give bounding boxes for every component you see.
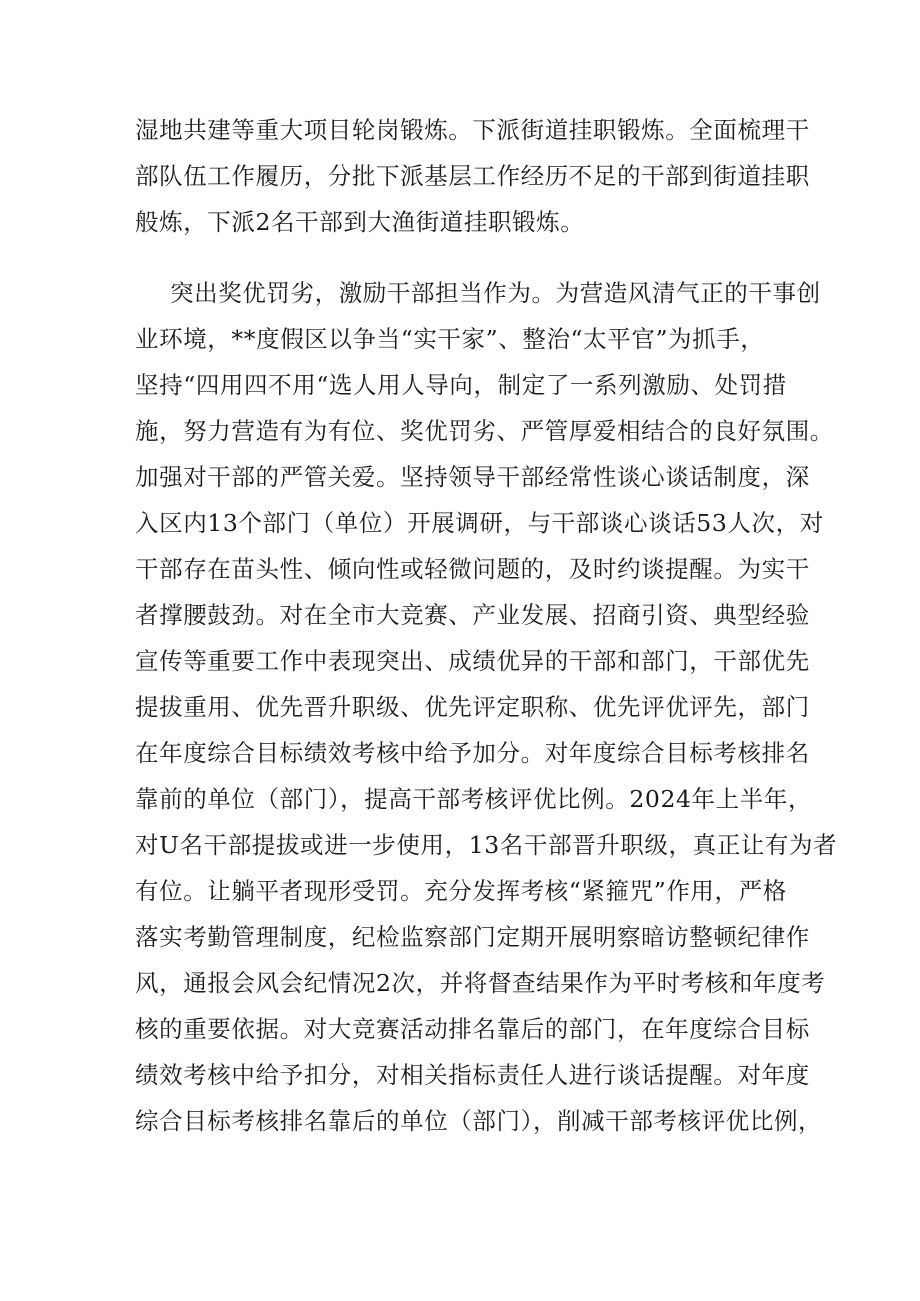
paragraph-2-line-2: 业环境，**度假区以争当“实干家”、整治“太平官”为抓手， bbox=[135, 325, 765, 353]
paragraph-2-line-13: 对U名干部提拔或进一步使用，13名干部晋升职级，真正让有为者 bbox=[135, 831, 838, 859]
paragraph-2-line-15: 落实考勤管理制度，纪检监察部门定期开展明察暗访整顿纪律作 bbox=[135, 923, 810, 951]
paragraph-2-line-7: 干部存在苗头性、倾向性或轻微问题的，及时约谈提醒。为实干 bbox=[135, 555, 810, 583]
paragraph-2-line-16: 风，通报会风会纪情况2次，并将督查结果作为平时考核和年度考 bbox=[135, 969, 826, 997]
paragraph-2-line-4: 施，努力营造有为有位、奖优罚劣、严管厚爱相结合的良好氛围。 bbox=[135, 417, 834, 445]
paragraph-2-line-10: 提拔重用、优先晋升职级、优先评定职称、优先评优评先，部门 bbox=[135, 693, 810, 721]
paragraph-2-line-12: 靠前的单位（部门），提高干部考核评优比例。2024年上半年， bbox=[135, 785, 813, 813]
paragraph-2-line-14: 有位。让躺平者现形受罚。充分发挥考核“紧箍咒”作用，严格 bbox=[135, 877, 787, 905]
paragraph-2-line-5: 加强对干部的严管关爱。坚持领导干部经常性谈心谈话制度，深 bbox=[135, 463, 810, 491]
paragraph-2-line-1: 突出奖优罚劣，激励干部担当作为。为营造风清气正的干事创 bbox=[170, 279, 821, 307]
paragraph-2-line-9: 宣传等重要工作中表现突出、成绩优异的干部和部门，干部优先 bbox=[135, 647, 810, 675]
paragraph-2-line-18: 绩效考核中给予扣分，对相关指标责任人进行谈话提醒。对年度 bbox=[135, 1061, 810, 1089]
paragraph-2-line-6: 入区内13个部门（单位）开展调研，与干部谈心谈话53人次，对 bbox=[135, 509, 824, 537]
paragraph-2-line-19: 综合目标考核排名靠后的单位（部门），削减干部考核评优比例， bbox=[135, 1107, 823, 1135]
paragraph-1-line-1: 湿地共建等重大项目轮岗锻炼。下派街道挂职锻炼。全面梳理干 bbox=[135, 116, 810, 144]
paragraph-2-line-17: 核的重要依据。对大竞赛活动排名靠后的部门，在年度综合目标 bbox=[135, 1015, 810, 1043]
paragraph-1-line-3: 般炼，下派2名干部到大渔街道挂职锻炼。 bbox=[135, 208, 585, 236]
paragraph-2-line-11: 在年度综合目标绩效考核中给予加分。对年度综合目标考核排名 bbox=[135, 739, 810, 767]
paragraph-1-line-2: 部队伍工作履历，分批下派基层工作经历不足的干部到街道挂职 bbox=[135, 162, 810, 190]
paragraph-2-line-8: 者撑腰鼓劲。对在全市大竞赛、产业发展、招商引资、典型经验 bbox=[135, 601, 810, 629]
paragraph-2-line-3: 坚持“四用四不用“选人用人导向，制定了一系列激励、处罚措 bbox=[135, 371, 787, 399]
